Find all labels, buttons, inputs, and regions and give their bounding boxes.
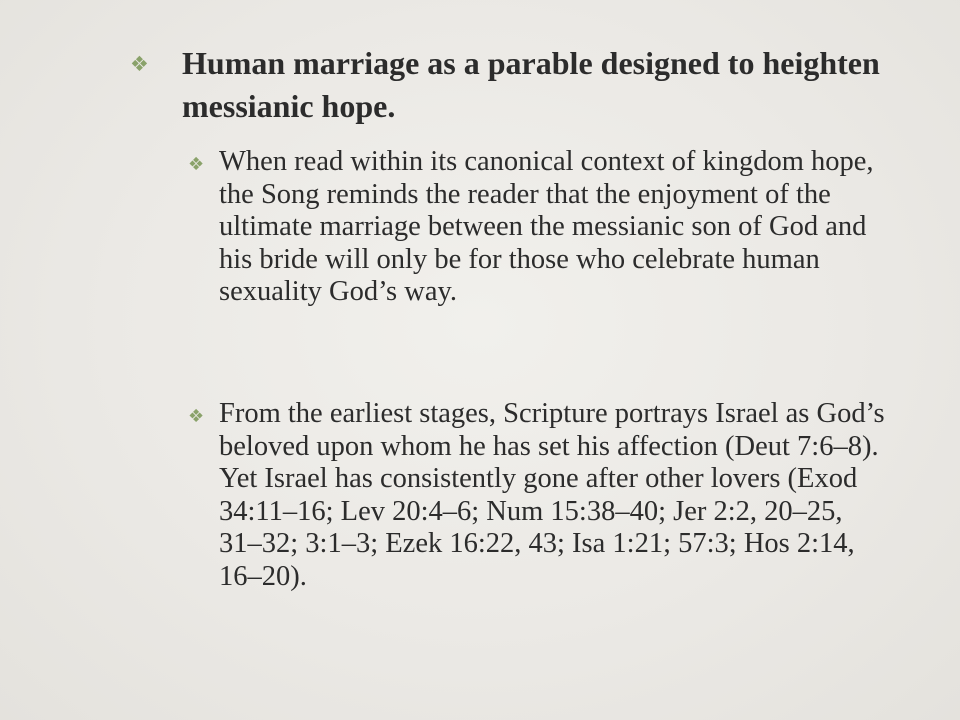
main-bullet-text: Human marriage as a parable designed to heighten messianic hope. — [182, 45, 880, 124]
sub-bullet — [188, 146, 888, 309]
diamond-bullet-icon: ❖ — [188, 406, 205, 427]
diamond-bullet-icon: ❖ — [188, 154, 205, 175]
sub-bullet — [188, 398, 888, 593]
diamond-bullet-icon: ❖ — [130, 52, 149, 76]
sub-bullet-text: From the earliest stages, Scripture portrays Israel as God’s beloved upon whom he has set his affection (Deut 7:6–8). Yet Israel has consistently gone after other lovers (Exod 34:11–16; Lev 20:4–6; Num 15:38–40; Jer 2:2, 20–25, 31–32; 3:1–3; Ezek 16:22, 43; Isa 1:21; 57:3; Hos 2:14, 16–20). — [219, 398, 885, 592]
main-bullet — [130, 42, 890, 128]
sub-bullet-text: When read within its canonical context of kingdom hope, the Song reminds the reader that the enjoyment of the ultimate marriage between the messianic son of God and his bride will only be for those who celebrate human sexuality God’s way. — [219, 146, 874, 307]
